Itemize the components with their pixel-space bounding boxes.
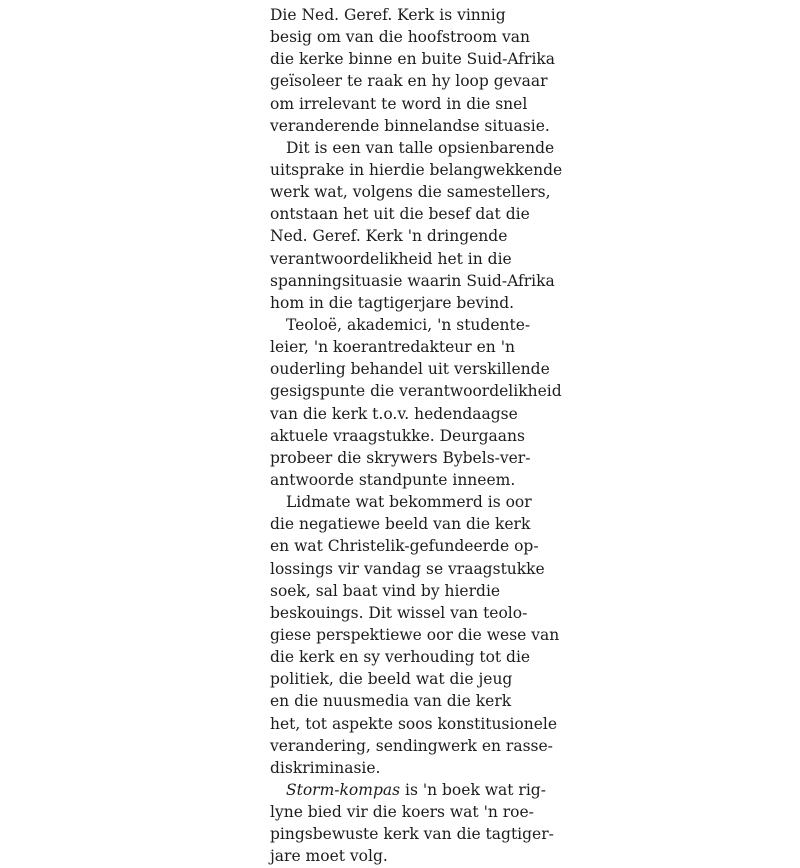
text-line: geïsoleer te raak en hy loop gevaar (270, 72, 548, 91)
text-line: uitsprake in hierdie belangwekkende (270, 160, 563, 179)
text-line: werk wat, volgens die samestellers, (270, 183, 551, 202)
text-line: veranderende binnelandse situasie. (270, 116, 550, 135)
text-line: van die kerk t.o.v. hedendaagse (270, 404, 518, 423)
text-line: aktuele vraagstukke. Deurgaans (270, 426, 525, 445)
text-line: lossings vir vandag se vraagstukke (270, 559, 545, 578)
text-line: om irrelevant te word in die snel (270, 94, 528, 113)
text-line: het, tot aspekte soos konstitusionele (270, 714, 558, 733)
text-line: die negatiewe beeld van die kerk (270, 515, 531, 534)
text-line: Die Ned. Geref. Kerk is vinnig (270, 6, 506, 24)
text-line: lyne bied vir die koers wat 'n roe- (270, 803, 534, 822)
text-line: en wat Christelik-gefundeerde op- (270, 537, 539, 556)
text-line: diskriminasie. (270, 758, 381, 777)
text-line: probeer die skrywers Bybels-ver- (270, 448, 531, 467)
text-line: antwoorde standpunte inneem. (270, 470, 516, 489)
paragraph-1 (270, 4, 556, 137)
text-line: leier, 'n koerantredakteur en 'n (270, 338, 515, 357)
text-line: Teoloë, akademici, 'n studente- (286, 315, 531, 334)
text-line: pingsbewuste kerk van die tagtiger- (270, 825, 554, 844)
text-line: soek, sal baat vind by hierdie (270, 581, 501, 600)
text-line: beskouings. Dit wissel van teolo- (270, 603, 528, 622)
text-line: gesigspunte die verantwoordelikheid (270, 382, 562, 401)
text-span: is 'n boek wat rig- (400, 780, 546, 799)
paragraph-3 (270, 314, 562, 491)
text-line: verantwoordelikheid het in die (270, 249, 512, 268)
text-line: verandering, sendingwerk en rasse- (270, 736, 553, 755)
text-line: die kerke binne en buite Suid-Afrika (270, 50, 556, 69)
text-line: Ned. Geref. Kerk 'n dringende (270, 227, 508, 246)
text-line: giese perspektiewe oor die wese van (270, 625, 560, 644)
text-line: Lidmate wat bekommerd is oor (286, 493, 532, 512)
text-line: jare moet volg. (270, 847, 388, 866)
text-line: en die nuusmedia van die kerk (270, 692, 512, 711)
text-line: die kerk en sy verhouding tot die (270, 648, 531, 667)
text-line: spanningsituasie waarin Suid-Afrika (270, 271, 555, 290)
text-line (270, 779, 546, 801)
text-line: ouderling behandel uit verskillende (270, 360, 550, 379)
paragraph-2 (270, 137, 563, 314)
text-column (270, 4, 563, 867)
paragraph-4 (270, 491, 560, 779)
text-line: hom in die tagtigerjare bevind. (270, 293, 515, 312)
book-title: Storm-kompas (286, 780, 401, 799)
paragraph-5 (270, 779, 554, 868)
text-line: Dit is een van talle opsienbarende (286, 138, 555, 157)
text-line: ontstaan het uit die besef dat die (270, 205, 530, 224)
text-line: politiek, die beeld wat die jeug (270, 670, 513, 689)
text-line: besig om van die hoofstroom van (270, 28, 530, 47)
